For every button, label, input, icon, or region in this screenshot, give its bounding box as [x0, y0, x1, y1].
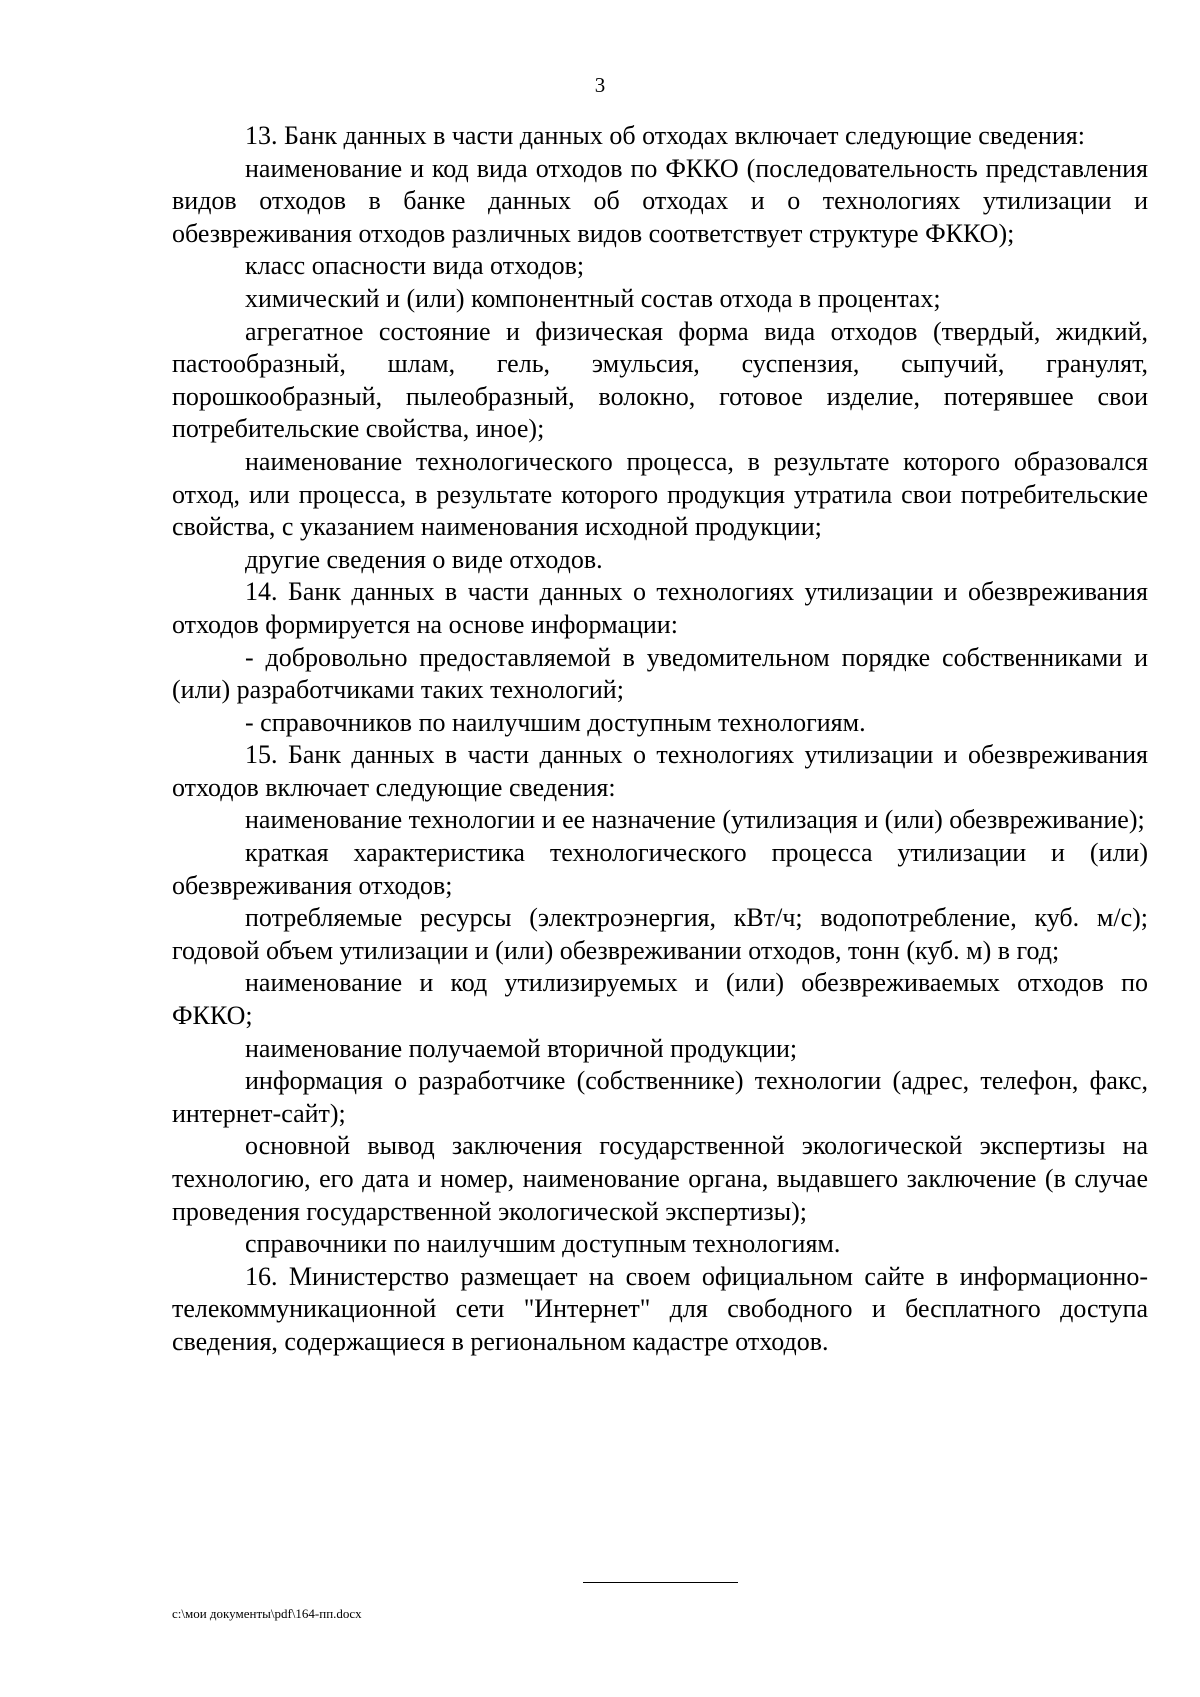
paragraph-hazard-class: класс опасности вида отходов;: [245, 251, 585, 281]
paragraph-bat-references: - справочников по наилучшим доступным технологиям.: [245, 707, 866, 737]
paragraph-process-name: наименование технологического процесса, в результате которого образовался отход, или процесса, в результате которого продукция утратила свои потребительские свойства, с указанием наименования исходной продукции;: [172, 446, 1148, 542]
paragraph-waste-name-code: наименование и код вида отходов по ФККО (последовательность представления видов отходов в банке данных об отходах и о технологиях утилизации и обезвреживания отходов различных видов соответствует структуре ФККО);: [172, 153, 1148, 248]
paragraph-resources: потребляемые ресурсы (электроэнергия, кВт/ч; водопотребление, куб. м/с); годовой объем утилизации и (или) обезвреживании отходов, тонн (куб. м) в год;: [172, 903, 1148, 965]
paragraph-expertise: основной вывод заключения государственной экологической экспертизы на технологию, его дата и номер, наименование органа, выдавшего заключение (в случае проведения государственной экологической экспертизы);: [172, 1131, 1148, 1226]
paragraph-technology-name: наименование технологии и ее назначение (утилизация и (или) обезвреживание);: [245, 805, 1145, 835]
paragraph-16: 16. Министерство размещает на своем официальном сайте в информационно-телекоммуникационной сети "Интернет" для свободного и бесплатного доступа сведения, содержащиеся в региональном кадастре отходов.: [172, 1261, 1148, 1356]
paragraph-other-info: другие сведения о виде отходов.: [245, 544, 603, 574]
footer-file-path: c:\мои документы\pdf\164-пп.docx: [172, 1606, 362, 1621]
paragraph-bat-handbooks: справочники по наилучшим доступным технологиям.: [245, 1229, 841, 1259]
paragraph-physical-state: агрегатное состояние и физическая форма вида отходов (твердый, жидкий, пастообразный, шлам, гель, эмульсия, суспензия, сыпучий, гранулят, порошкообразный, пылеобразный, волокно, готовое изделие, потерявшее свои потребительские свойства, иное);: [172, 316, 1148, 444]
end-rule: [583, 1582, 738, 1583]
paragraph-composition: химический и (или) компонентный состав отхода в процентах;: [245, 283, 941, 313]
paragraph-developer-info: информация о разработчике (собственнике) технологии (адрес, телефон, факс, интернет-сайт);: [172, 1066, 1148, 1128]
paragraph-waste-codes: наименование и код утилизируемых и (или) обезвреживаемых отходов по ФККО;: [172, 968, 1148, 1031]
document-body: [172, 120, 1148, 1359]
paragraph-voluntary-info: - добровольно предоставляемой в уведомительном порядке собственниками и (или) разработчиками таких технологий;: [172, 642, 1148, 705]
page-number: 3: [594, 73, 606, 97]
paragraph-13: 13. Банк данных в части данных об отходах включает следующие сведения:: [245, 121, 1085, 150]
paragraph-15: 15. Банк данных в части данных о технологиях утилизации и обезвреживания отходов включает следующие сведения:: [172, 740, 1148, 802]
paragraph-process-summary: краткая характеристика технологического процесса утилизации и (или) обезвреживания отходов;: [172, 838, 1148, 900]
paragraph-14: 14. Банк данных в части данных о технологиях утилизации и обезвреживания отходов формируется на основе информации:: [172, 577, 1148, 639]
paragraph-secondary-product: наименование получаемой вторичной продукции;: [245, 1033, 798, 1063]
